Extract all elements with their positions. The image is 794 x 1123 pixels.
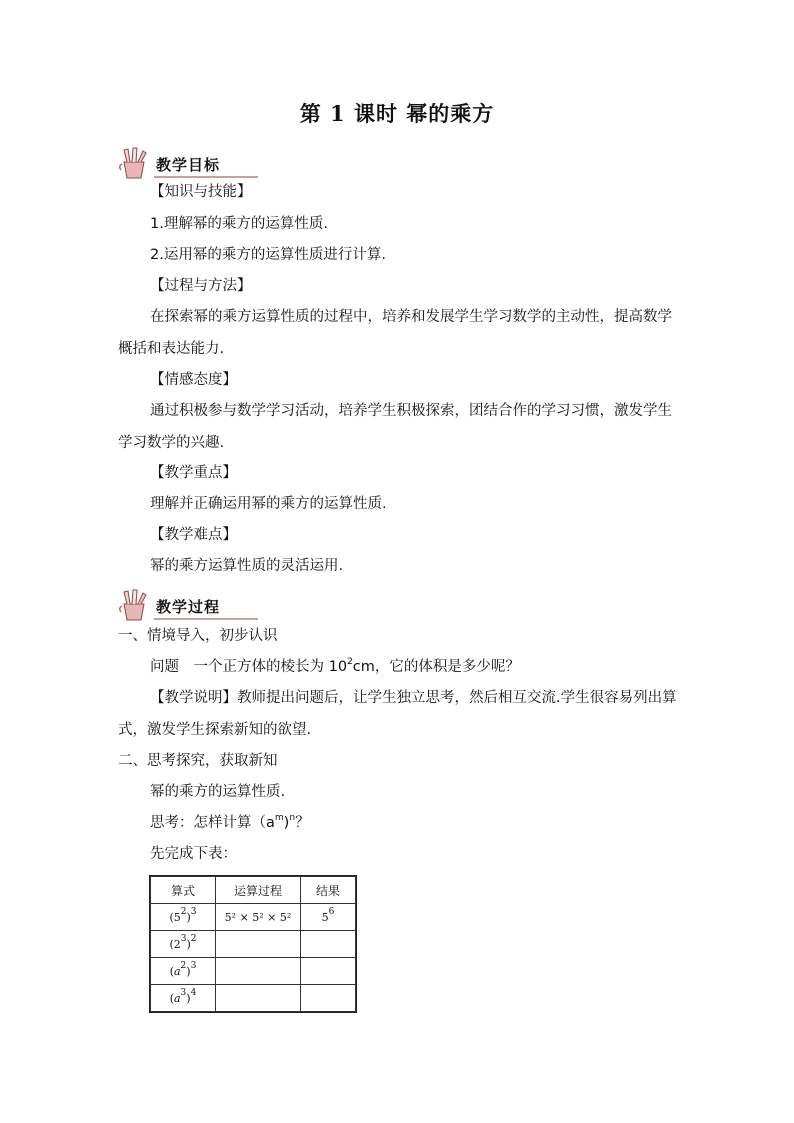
key-heading: 【教学重点】	[150, 465, 237, 481]
method-paragraph: 在探索幂的乘方运算性质的过程中，培养和发展学生学习数学的主动性，提高数学概括和表达能力.	[118, 309, 672, 357]
question-suffix: cm，它的体积是多少呢？	[352, 659, 520, 675]
result-cell[interactable]	[301, 931, 356, 958]
expression-cell: $(a^2)^3$	[151, 958, 216, 985]
think-suffix: ？	[295, 815, 310, 831]
emotion-paragraph: 通过积极参与数学学习活动，培养学生积极探索，团结合作的学习习惯，激发学生学习数学的兴趣.	[118, 403, 672, 451]
result-base: 5	[321, 910, 329, 924]
section-head-process	[118, 588, 258, 622]
question-line	[150, 657, 520, 677]
table-row	[151, 958, 356, 985]
question-prefix: 问题 一个正方体的棱长为 10	[150, 659, 348, 675]
expr-base: a	[173, 964, 181, 978]
knowledge-item-2: 2.运用幂的乘方的运算性质进行计算.	[150, 247, 386, 263]
expression-cell: $(2^3)^2$	[151, 931, 216, 958]
section-head-objectives	[118, 146, 258, 180]
table-intro: 先完成下表：	[150, 846, 237, 862]
process-cell[interactable]	[216, 985, 301, 1012]
key-text: 理解并正确运用幂的乘方的运算性质.	[150, 496, 387, 512]
expr-outer-exp: 3	[190, 960, 197, 971]
method-heading: 【过程与方法】	[150, 278, 252, 294]
topic-line: 幂的乘方的运算性质.	[150, 784, 286, 800]
pencil-cup-icon	[118, 146, 154, 180]
expr-base: 5	[173, 910, 181, 924]
difficult-heading: 【教学难点】	[150, 527, 237, 543]
header-result: 结果	[301, 877, 356, 904]
header-expression: 算式	[151, 877, 216, 904]
table-header-row	[151, 877, 356, 904]
step1-heading: 一、情境导入，初步认识	[118, 628, 278, 644]
page-title: 第 1 课时 幂的乘方	[299, 101, 495, 126]
question-exponent: 2	[347, 657, 353, 667]
explain-paragraph: 【教学说明】教师提出问题后，让学生独立思考，然后相互交流.学生很容易列出算式，激发学生探索新知的欲望.	[118, 690, 677, 738]
header-process: 运算过程	[216, 877, 301, 904]
emotion-heading: 【情感态度】	[150, 372, 237, 388]
expression-cell: $(5^2)^3$	[151, 904, 216, 931]
result-exp: 6	[328, 906, 335, 917]
expr-base: 2	[173, 937, 181, 951]
expr-inner-exp: 3	[180, 933, 187, 944]
expression-cell: $(a^3)^4$	[151, 985, 216, 1012]
process-cell[interactable]: 5² × 5² × 5²	[216, 904, 301, 931]
think-exponent-m: m	[274, 813, 284, 823]
think-line	[150, 813, 310, 833]
expr-outer-exp: 4	[190, 987, 197, 998]
table-row	[151, 931, 356, 958]
difficult-text: 幂的乘方运算性质的灵活运用.	[150, 558, 344, 574]
think-exponent-n: n	[289, 813, 296, 823]
section-title-objectives: 教学目标	[156, 156, 221, 174]
think-paren: )	[283, 815, 290, 831]
table-row	[151, 985, 356, 1012]
section-underline	[154, 618, 258, 620]
expr-inner-exp: 2	[180, 906, 187, 917]
think-prefix: 思考：怎样计算（a	[150, 815, 275, 831]
expr-base: a	[173, 991, 181, 1005]
knowledge-item-1: 1.理解幂的乘方的运算性质.	[150, 216, 328, 232]
section-underline	[154, 176, 258, 178]
result-cell[interactable]	[301, 958, 356, 985]
expr-inner-exp: 3	[180, 987, 187, 998]
expr-inner-exp: 2	[180, 960, 187, 971]
step2-heading: 二、思考探究，获取新知	[118, 753, 278, 769]
pencil-cup-icon	[118, 588, 154, 622]
result-cell[interactable]	[301, 985, 356, 1012]
section-title-process: 教学过程	[156, 598, 221, 616]
expr-outer-exp: 2	[190, 933, 197, 944]
expr-outer-exp: 3	[190, 906, 197, 917]
knowledge-heading: 【知识与技能】	[150, 184, 252, 200]
process-cell[interactable]	[216, 931, 301, 958]
process-cell[interactable]	[216, 958, 301, 985]
result-cell[interactable]	[301, 904, 356, 931]
table-row	[151, 904, 356, 931]
calculation-table	[150, 876, 356, 1012]
